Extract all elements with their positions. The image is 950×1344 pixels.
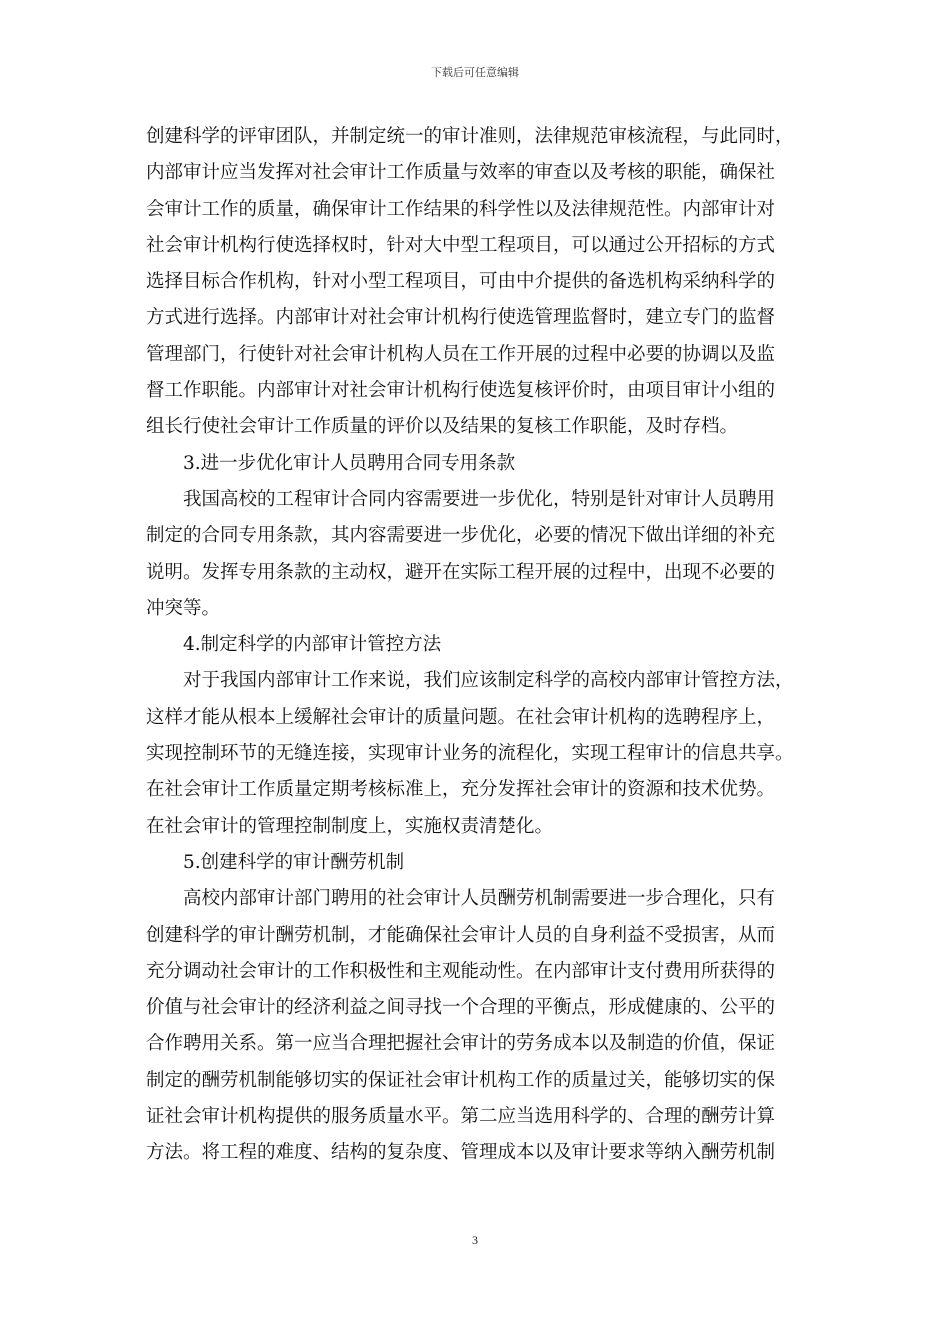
body-line: 方式进行选择。内部审计对社会审计机构行使选管理监督时，建立专门的监督 [146,307,776,329]
page-header-note: 下载后可任意编辑 [431,66,519,79]
body-line: 证社会审计机构提供的服务质量水平。第二应当选用科学的、合理的酬劳计算 [146,1106,776,1128]
section-heading: 4.制定科学的内部审计管控方法 [183,634,442,656]
body-line: 说明。发挥专用条款的主动权，避开在实际工程开展的过程中，出现不必要的 [146,561,776,583]
body-line: 方法。将工程的难度、结构的复杂度、管理成本以及审计要求等纳入酬劳机制 [146,1142,776,1164]
body-line: 制定的合同专用条款，其内容需要进一步优化，必要的情况下做出详细的补充 [146,525,776,547]
body-line: 社会审计机构行使选择权时，针对大中型工程项目，可以通过公开招标的方式 [146,234,776,256]
body-line: 管理部门，行使针对社会审计机构人员在工作开展的过程中必要的协调以及监 [146,343,776,365]
section-heading: 5.创建科学的审计酬劳机制 [183,851,405,873]
body-line: 制定的酬劳机制能够切实的保证社会审计机构工作的质量过关，能够切实的保 [146,1069,776,1091]
body-line: 实现控制环节的无缝连接，实现审计业务的流程化，实现工程审计的信息共享。 [146,743,794,765]
body-line: 价值与社会审计的经济利益之间寻找一个合理的平衡点，形成健康的、公平的 [146,997,776,1019]
paragraph-first-line: 我国高校的工程审计合同内容需要进一步优化，特别是针对审计人员聘用 [183,488,776,510]
body-line: 会审计工作的质量，确保审计工作结果的科学性以及法律规范性。内部审计对 [146,198,776,220]
body-line: 督工作职能。内部审计对社会审计机构行使选复核评价时，由项目审计小组的 [146,380,776,402]
body-line: 合作聘用关系。第一应当合理把握社会审计的劳务成本以及制造的价值，保证 [146,1033,776,1055]
body-line: 冲突等。 [146,597,221,619]
body-line: 在社会审计的管理控制制度上，实施权责清楚化。 [146,815,554,837]
page-number: 3 [472,1233,478,1247]
body-line: 组长行使社会审计工作质量的评价以及结果的复核工作职能，及时存档。 [146,416,739,438]
body-line: 在社会审计工作质量定期考核标准上，充分发挥社会审计的资源和技术优势。 [146,779,776,801]
body-line: 选择目标合作机构，针对小型工程项目，可由中介提供的备选机构采纳科学的 [146,271,776,293]
paragraph-first-line: 对于我国内部审计工作来说，我们应该制定科学的高校内部审计管控方法， [183,670,794,692]
body-line: 内部审计应当发挥对社会审计工作质量与效率的审查以及考核的职能，确保社 [146,162,776,184]
section-heading: 3.进一步优化审计人员聘用合同专用条款 [183,452,516,474]
document-body [146,119,814,1172]
body-line: 充分调动社会审计的工作积极性和主观能动性。在内部审计支付费用所获得的 [146,960,776,982]
body-line: 创建科学的审计酬劳机制，才能确保社会审计人员的自身利益不受损害，从而 [146,924,776,946]
paragraph-first-line: 高校内部审计部门聘用的社会审计人员酬劳机制需要进一步合理化，只有 [183,888,776,910]
body-line: 创建科学的评审团队，并制定统一的审计准则，法律规范审核流程，与此同时， [146,126,794,147]
body-line: 这样才能从根本上缓解社会审计的质量问题。在社会审计机构的选聘程序上， [146,706,776,728]
